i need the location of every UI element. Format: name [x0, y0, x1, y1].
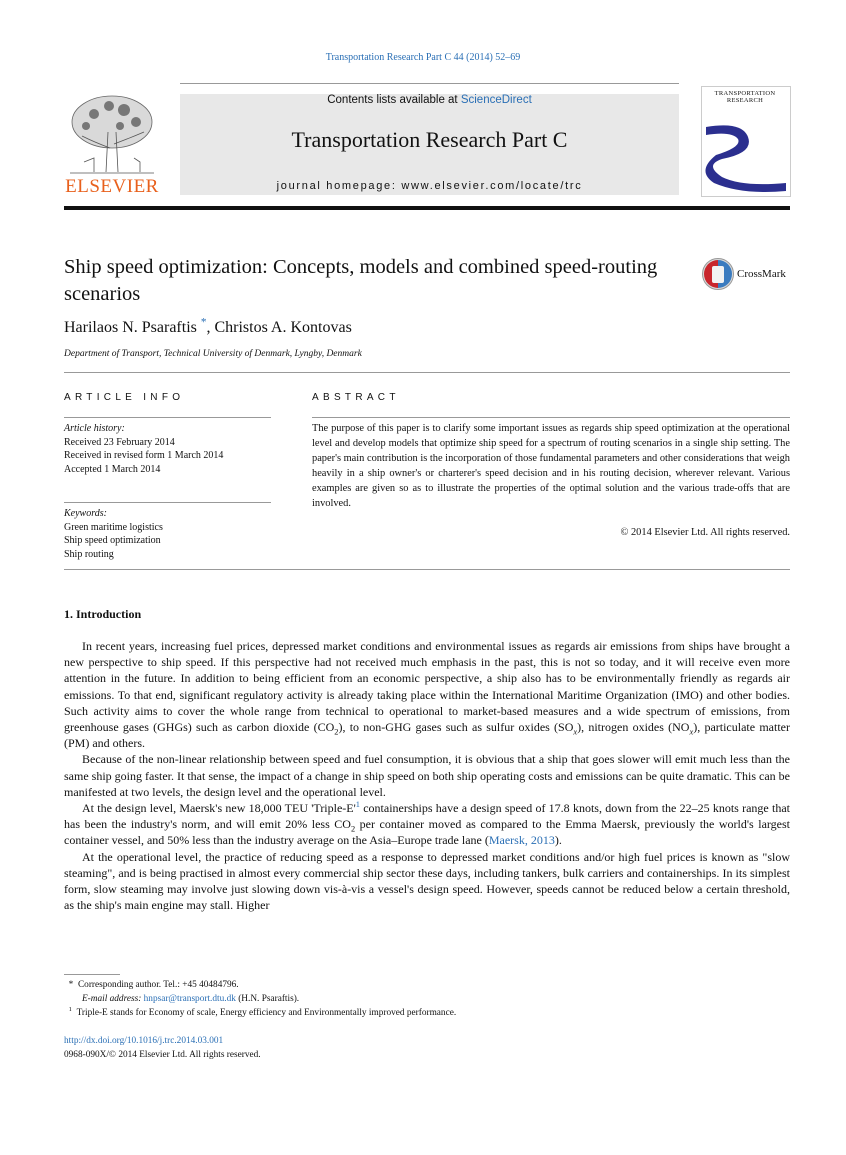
footnote-divider [64, 974, 120, 975]
issn-line: 0968-090X/© 2014 Elsevier Ltd. All rights reserved. [64, 1050, 261, 1060]
contents-line [180, 94, 679, 106]
accepted-date: Accepted 1 March 2014 [64, 463, 161, 475]
author-name: Harilaos N. Psaraftis [64, 319, 197, 336]
abstract-text: The purpose of this paper is to clarify some important issues as regards ship speed optimization at the operational level and develop models that optimize ship speed for a spectrum of routing scenarios in a single ship setting. The paper's main contribution is the incorporation of those fundamental parameters and other considerations that weigh heavily in a ship owner's or charterer's speed decision and in his routing decision, wherever relevant. Various examples are given so as to illustrate the properties of the optimal solution and the various trade-offs that are involved. [312, 423, 790, 509]
contents-prefix: Contents lists available at [327, 94, 461, 106]
paragraph: At the operational level, the practice of reducing speed as a response to depressed market conditions and/or high fuel prices is known as "slow steaming", and is being practised in almost every commercial ship sector these days, including tankers, bulk carriers and containerships. In its simplest form, slow steaming may involve just slowing down vis-à-vis a vessel's design speed. However, speeds cannot be reduced below a certain threshold, as the ship's main engine may stall. Higher [64, 849, 790, 913]
keywords-block [64, 507, 274, 561]
revised-date: Received in revised form 1 March 2014 [64, 450, 224, 461]
doi-link[interactable]: http://dx.doi.org/10.1016/j.trc.2014.03.001 [64, 1036, 224, 1046]
section-heading: 1. Introduction [64, 607, 142, 621]
email-link[interactable]: hnpsar@transport.dtu.dk [143, 994, 236, 1004]
elsevier-wordmark: ELSEVIER [65, 176, 159, 197]
divider [64, 569, 790, 570]
keywords-label: Keywords: [64, 508, 107, 519]
author-name: Christos A. Kontovas [214, 319, 352, 336]
doi-block [64, 1034, 790, 1062]
citation-link[interactable]: Maersk, 2013 [488, 833, 555, 848]
divider [312, 417, 790, 418]
cover-title: TRANSPORTATION RESEARCH [714, 90, 776, 104]
crossmark-icon [701, 257, 735, 291]
journal-homepage [180, 180, 679, 192]
abstract-heading: ABSTRACT [312, 392, 400, 403]
footnote: $^1$ Triple-E stands for Economy of scale, Energy efficiency and Environmentally improved performance. [68, 1005, 457, 1018]
author-list [64, 316, 352, 337]
email-line: E-mail address: hnpsar@transport.dtu.dk (H.N. Psaraftis). [82, 994, 300, 1004]
affiliation: Department of Transport, Technical University of Denmark, Lyngby, Denmark [64, 349, 362, 359]
keyword: Green maritime logistics [64, 521, 163, 533]
crossmark-label[interactable]: CrossMark [737, 268, 786, 280]
sciencedirect-link[interactable]: ScienceDirect [460, 94, 532, 106]
divider [64, 372, 790, 373]
homepage-prefix: journal homepage: [276, 180, 402, 192]
header-divider [180, 83, 679, 84]
keyword: Ship speed optimization [64, 535, 161, 546]
article-info-heading: ARTICLE INFO [64, 392, 185, 403]
paragraph: In recent years, increasing fuel prices, depressed market conditions and environmental issues as regards air emissions from ships have brought a new perspective to ship speed. If this perspective had not received much emphasis in the past, this is not so today, and it will receive even more attention in the future. In addition to being efficient from an economic perspective, a ship also has to be environmentally friendly as regards air emissions. To that end, significant regulatory activity is already taking place within the International Maritime Organization (IMO) and other bodies. Such activity aims to cover the whole range from technical to operational to market-based measures and a wide spectrum of emissions, from greenhouse gases (GHGs) such as carbon dioxide $(CO_2)$, to non-GHG gases such as sulfur oxides $(SO_x)$, nitrogen oxides $(NO_x)$, particulate matter (PM) and others. [64, 639, 790, 751]
divider [64, 417, 271, 418]
divider [64, 502, 271, 503]
footnote-ref-1[interactable]: 1 [355, 800, 360, 810]
journal-citation[interactable]: Transportation Research Part C 44 (2014) 52–69 [325, 52, 521, 63]
body-text [64, 638, 790, 913]
paragraph: Because of the non-linear relationship between speed and fuel consumption, it is obvious that a ship that goes slower will emit much less than the same ship going faster. It that sense, the impact of a change in ship speed on both ship operating costs and emissions can be quite dramatic. This can be manifested at two levels, the design level and the operational level. [64, 752, 790, 799]
journal-name: Transportation Research Part C [291, 127, 568, 152]
footnotes [64, 978, 790, 1020]
footnote: * Corresponding author. Tel.: +45 40484796. [68, 980, 239, 990]
homepage-url[interactable]: www.elsevier.com/locate/trc [401, 180, 583, 192]
article-history [64, 422, 274, 476]
history-label: Article history: [64, 423, 125, 434]
abstract-copyright: © 2014 Elsevier Ltd. All rights reserved. [620, 527, 790, 538]
author-separator: , [206, 319, 215, 336]
corresponding-author-mark[interactable]: * [200, 316, 207, 329]
received-date: Received 23 February 2014 [64, 436, 175, 448]
article-title: Ship speed optimization: Concepts, models and combined speed-routing scenarios [64, 256, 658, 305]
paragraph: At the design level, Maersk's new 18,000 TEU '$Triple-E'^1$ containerships have a design speed of 17.8 knots, down from the 22–25 knots range that has been the industry's norm, and will emit 20% less $CO_2$ per container moved as compared to the Emma Maersk, previously the world's largest container vessel, and 50% less than the industry average on the Asia–Europe trade lane (Maersk, 2013). [64, 800, 791, 848]
keyword: Ship routing [64, 548, 114, 560]
header-thick-rule [64, 206, 790, 210]
